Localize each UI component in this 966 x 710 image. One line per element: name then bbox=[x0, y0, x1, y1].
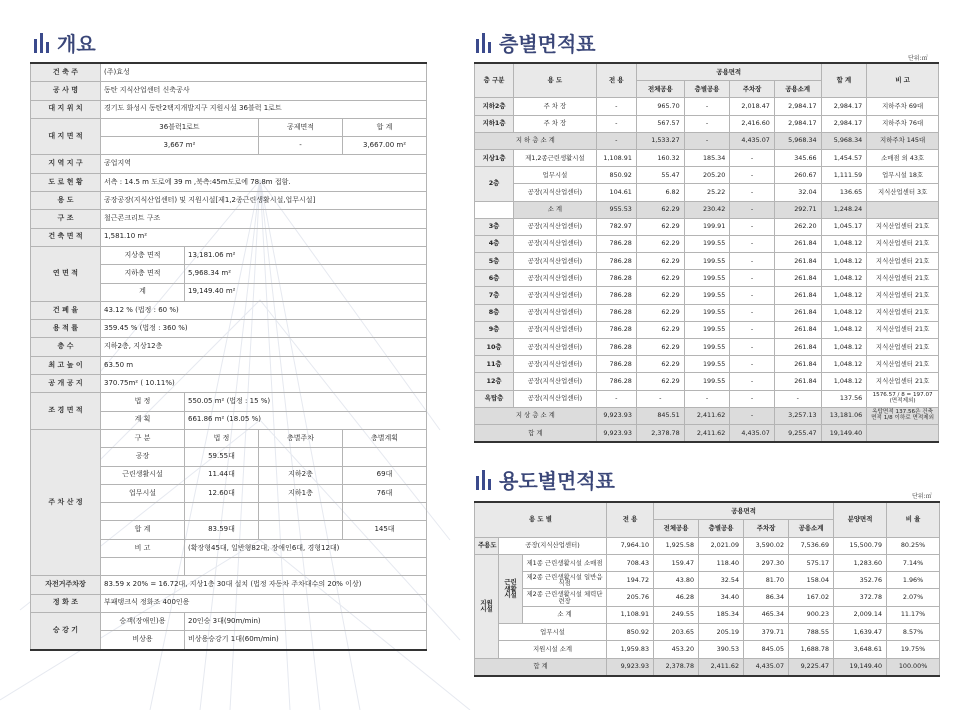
table-header-row: 전체공용 층별공용 주차장 공용소계 bbox=[475, 520, 940, 537]
table-row: 소 계 955.53 62.29 230.42 - 292.71 1,248.24 bbox=[475, 201, 939, 218]
table-row: 지하층 면적 5,968.34 m² bbox=[31, 265, 427, 283]
table-row: 옥탑층 공장(지식산업센터) - - - - - 137.56 1576.57 / 8 = 197.07 (면적제외) bbox=[475, 390, 939, 407]
use-area-heading bbox=[476, 465, 615, 494]
table-row: 8층 공장(지식산업센터) 786.28 62.29 199.55 - 261.84 1,048.12 지식산업센터 21호 bbox=[475, 304, 939, 321]
section-bars-icon bbox=[476, 470, 491, 490]
table-row: 공장(지식산업센터) 104.61 6.82 25.22 - 32.04 136.65 지식산업센터 3호 bbox=[475, 184, 939, 201]
table-row: 합 계 83.59대 145대 bbox=[31, 521, 427, 539]
table-row: 건 축 주 (주)효성 bbox=[31, 63, 427, 82]
table-row: 층 수 지하2층, 지상12층 bbox=[31, 338, 427, 356]
table-row: 4층 공장(지식산업센터) 786.28 62.29 199.55 - 261.84 1,048.12 지식산업센터 21호 bbox=[475, 235, 939, 252]
table-row: 승 강 기 승객(장애인)용 20인승 3대(90m/min) bbox=[31, 612, 427, 630]
table-row: 소 계 1,108.91 249.55 185.34 465.34 900.23 2,009.14 11.17% bbox=[475, 606, 940, 623]
table-header-row: 층 구분 용 도 전 용 공용면적 합 계 비 고 bbox=[475, 63, 939, 81]
table-row: 10층 공장(지식산업센터) 786.28 62.29 199.55 - 261.84 1,048.12 지식산업센터 21호 bbox=[475, 339, 939, 356]
table-row: 공장 59.55대 bbox=[31, 448, 427, 466]
table-row: 용 도 공장공장(지식산업센터) 및 지원시설[제1,2종근린생활시설,업무시설] bbox=[31, 192, 427, 210]
table-row: 5층 공장(지식산업센터) 786.28 62.29 199.55 - 261.84 1,048.12 지식산업센터 21호 bbox=[475, 253, 939, 270]
table-row: 업무시설 12.60대 지하1층 76대 bbox=[31, 484, 427, 502]
table-row: 제2종 근린생활시설 체력단련장 205.76 46.28 34.40 86.34 167.02 372.78 2.07% bbox=[475, 589, 940, 606]
table-row: 9층 공장(지식산업센터) 786.28 62.29 199.55 - 261.84 1,048.12 지식산업센터 21호 bbox=[475, 321, 939, 338]
floor-area-unit: 단위:㎡ bbox=[908, 55, 928, 62]
table-row: 정 화 조 부패탱크식 정화조 400인용 bbox=[31, 594, 427, 612]
site-value: 경기도 화성시 동탄2택지개발지구 지원시설 36블럭 1로트 bbox=[101, 100, 427, 118]
table-row: 대 지 면 적 36블럭1로트 공제면적 합 계 bbox=[31, 118, 427, 136]
table-row: 주 차 산 정 구 분 법 정 층별주차 층별계획 bbox=[31, 429, 427, 447]
table-row: 2층 업무시설 850.92 55.47 205.20 - 260.67 1,111.59 업무시설 18호 bbox=[475, 167, 939, 184]
builder-value: (주)효성 bbox=[101, 63, 427, 82]
table-row: 합 계 9,923.93 2,378.78 2,411.62 4,435.07 9,255.47 19,149.40 bbox=[475, 424, 939, 442]
table-row: 12층 공장(지식산업센터) 786.28 62.29 199.55 - 261.84 1,048.12 지식산업센터 21호 bbox=[475, 373, 939, 390]
table-row: 최 고 높 이 63.50 m bbox=[31, 356, 427, 374]
table-row: 자전거주차장 83.59 x 20% = 16.72대, 지상1층 30대 설치 (법정 자동차 주차대수의 20% 이상) bbox=[31, 576, 427, 594]
use-area-title: 용도별면적표 bbox=[499, 469, 615, 493]
table-row: 건 폐 율 43.12 % (법정 : 60 %) bbox=[31, 301, 427, 319]
table-header-row: 용 도 별 전 용 공용면적 분양면적 비 율 bbox=[475, 502, 940, 520]
overview-heading bbox=[34, 28, 96, 57]
table-row: 비상용 비상용승강기 1대(60m/min) bbox=[31, 631, 427, 650]
table-row: 업무시설 850.92 203.65 205.19 379.71 788.55 1,639.47 8.57% bbox=[475, 624, 940, 641]
table-row: 계 획 661.86 m² (18.05 %) bbox=[31, 411, 427, 429]
table-row: 3,667 m² - 3,667.00 m² bbox=[31, 137, 427, 155]
table-row: 연 면 적 지상층 면적 13,181.06 m² bbox=[31, 246, 427, 264]
floor-area-table bbox=[474, 62, 939, 443]
use-area-table bbox=[474, 501, 940, 677]
section-bars-icon bbox=[34, 33, 49, 53]
table-row: 지 역 지 구 공업지역 bbox=[31, 155, 427, 173]
table-row: 제2종 근린생활시설 일반음식점 194.72 43.80 32.54 81.70 158.04 352.76 1.96% bbox=[475, 572, 940, 589]
table-row: 지원 시설 근린 생활 시설 제1종 근린생활시설 소매점 708.43 159.47 118.40 297.30 575.17 1,283.60 7.14% bbox=[475, 554, 940, 571]
table-row: 구 조 철근콘크리트 구조 bbox=[31, 210, 427, 228]
table-row: 지상1층 제1,2종근린생활시설 1,108.91 160.32 185.34 - 345.66 1,454.57 소매점 외 43호 bbox=[475, 149, 939, 166]
table-row: 대 지 위 치 경기도 화성시 동탄2택지개발지구 지원시설 36블럭 1로트 bbox=[31, 100, 427, 118]
table-row: 11층 공장(지식산업센터) 786.28 62.29 199.55 - 261.84 1,048.12 지식산업센터 21호 bbox=[475, 356, 939, 373]
table-row: 용 적 률 359.45 % (법정 : 360 %) bbox=[31, 320, 427, 338]
table-header-row: 전체공용 층별공용 주차장 공용소계 bbox=[475, 81, 939, 98]
table-row: 비 고 (확장형45대, 일반형82대, 장애인6대, 경형12대) bbox=[31, 539, 427, 557]
table-row: 지하2층 주 차 장 - 965.70 - 2,018.47 2,984.17 2,984.17 지하주차 69대 bbox=[475, 98, 939, 115]
section-bars-icon bbox=[476, 33, 491, 53]
floor-area-heading bbox=[476, 28, 596, 57]
table-row: 근린생활시설 11.44대 지하2층 69대 bbox=[31, 466, 427, 484]
floor-area-title: 층별면적표 bbox=[499, 32, 596, 56]
table-row: 도 로 현 황 서측 : 14.5 m 도로에 39 m ,북측:45m도로에 78.8m 접함. bbox=[31, 173, 427, 191]
table-row: 주용도 공장(지식산업센터) 7,964.10 1,925.58 2,021.09 3,590.02 7,536.69 15,500.79 80.25% bbox=[475, 537, 940, 554]
table-row: 지하1층 주 차 장 - 567.57 - 2,416.60 2,984.17 2,984.17 지하주차 76대 bbox=[475, 115, 939, 132]
table-row: 3층 공장(지식산업센터) 782.97 62.29 199.91 - 262.20 1,045.17 지식산업센터 21호 bbox=[475, 218, 939, 235]
table-row: 7층 공장(지식산업센터) 786.28 62.29 199.55 - 261.84 1,048.12 지식산업센터 21호 bbox=[475, 287, 939, 304]
table-row: 조 경 면 적 법 정 550.05 m² (법정 : 15 %) bbox=[31, 393, 427, 411]
use-area-unit: 단위:㎡ bbox=[912, 493, 932, 500]
table-row: 계 19,149.40 m² bbox=[31, 283, 427, 301]
table-row: 지 하 층 소 계 - 1,533.27 - 4,435.07 5,968.34 5,968.34 지하주차 145대 bbox=[475, 132, 939, 149]
table-row: 공 사 명 동탄 지식산업센터 신축공사 bbox=[31, 82, 427, 100]
table-row: 건 축 면 적 1,581.10 m² bbox=[31, 228, 427, 246]
table-row: 지 상 층 소 계 9,923.93 845.51 2,411.62 - 3,257.13 13,181.06 옥탑면적 137.56은 건축면적 1/8 이하로 면적제외 bbox=[475, 407, 939, 424]
table-row: 공 개 공 지 370.75m² ( 10.11%) bbox=[31, 375, 427, 393]
project-value: 동탄 지식산업센터 신축공사 bbox=[101, 82, 427, 100]
table-row: 합 계 9,923.93 2,378.78 2,411.62 4,435.07 9,225.47 19,149.40 100.00% bbox=[475, 658, 940, 676]
overview-title: 개요 bbox=[57, 32, 96, 56]
table-row: 6층 공장(지식산업센터) 786.28 62.29 199.55 - 261.84 1,048.12 지식산업센터 21호 bbox=[475, 270, 939, 287]
overview-table bbox=[30, 62, 427, 651]
table-row: 지원시설 소계 1,959.83 453.20 390.53 845.05 1,688.78 3,648.61 19.75% bbox=[475, 641, 940, 658]
